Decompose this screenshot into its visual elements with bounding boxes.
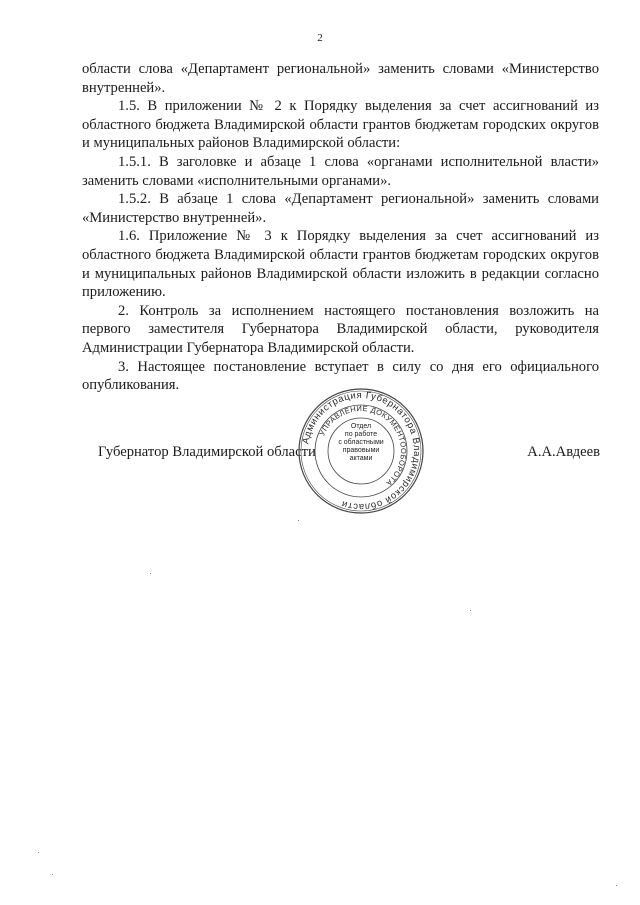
paragraph-3: 3. Настоящее постановление вступает в силу со дня его официального опубликования. [82,358,599,394]
scan-speck [38,852,39,853]
document-body [82,60,599,395]
seal-center-text [335,423,387,463]
signer-name: А.А.Авдеев [527,444,600,460]
scan-speck [616,885,617,886]
scan-speck [150,573,151,574]
scan-speck [52,874,53,875]
paragraph-1-5-1: 1.5.1. В заголовке и абзаце 1 слова «органами исполнительной власти» заменить словами «исполнительными органами». [82,153,599,189]
signer-title: Губернатор Владимирской области [98,444,316,460]
seal-outer-text: Администрация Губернатора Владимирской области [300,389,423,513]
seal-center-line: актами [349,455,373,462]
paragraph-1-6: 1.6. Приложение № 3 к Порядку выделения за счет ассигнований из областного бюджета Владимирской области грантов бюджетам городских округов и муниципальных районов Владимирской области изложить в редакции согласно приложению. [82,228,599,301]
page-number: 2 [317,32,323,44]
paragraph-2: 2. Контроль за исполнением настоящего постановления возложить на первого заместителя Губернатора Владимирской области, руководителя Администрации Губернатора Владимирской области. [82,302,599,356]
scan-speck [470,610,471,611]
seal-center-line: по работе [344,431,378,438]
seal-center-line: Отдел [350,423,372,430]
seal-center-line: правовыми [342,447,380,454]
paragraph-1-5: 1.5. В приложении № 2 к Порядку выделения за счет ассигнований из областного бюджета Владимирской области грантов бюджетам городских округов и муниципальных районов Владимирской области: [82,98,599,152]
paragraph-1-5-tail: области слова «Департамент региональной» заменить словами «Министерство внутренней». [82,61,599,96]
seal-inner-text: УПРАВЛЕНИЕ ДОКУМЕНТООБОРОТА [317,403,409,488]
scan-speck [298,520,299,521]
official-seal [297,387,425,515]
paragraph-1-5-2: 1.5.2. В абзаце 1 слова «Департамент региональной» заменить словами «Министерство внутренней». [82,191,599,226]
seal-center-line: с областными [338,439,384,446]
